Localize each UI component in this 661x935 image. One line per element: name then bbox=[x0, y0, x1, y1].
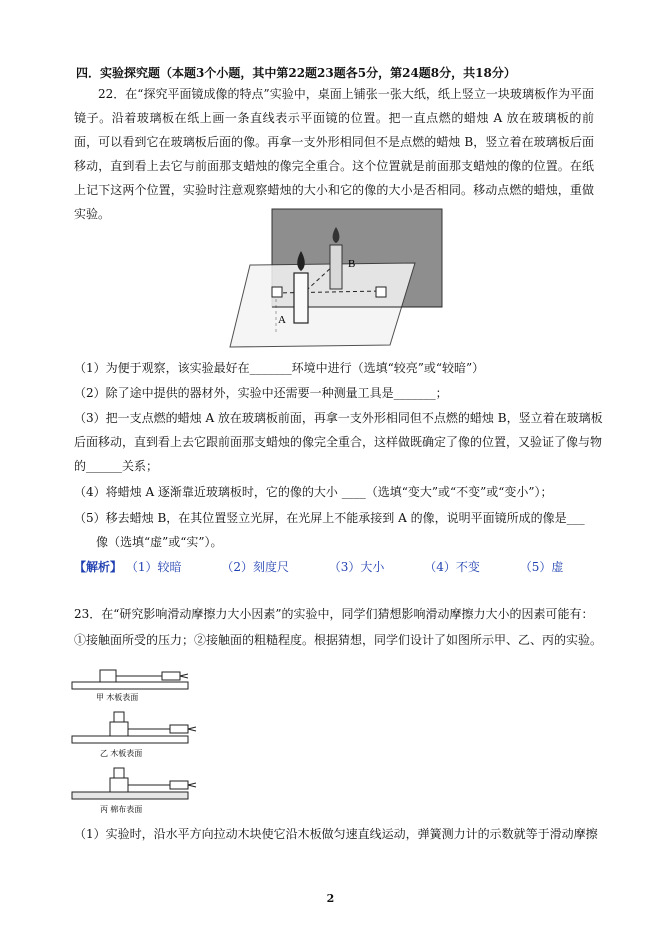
fig-label-bing: 丙 棉布表面 bbox=[100, 805, 143, 814]
q22-sub3-line2: 后面移动，直到看上去它跟前面那支蜡烛的像完全重合，这样做既确定了像的位置，又验证了像与物 bbox=[74, 435, 603, 449]
fig-label-jia: 甲 木板表面 bbox=[96, 693, 139, 702]
answer-5: （5）虚 bbox=[519, 560, 564, 574]
q22-sub1: （1）为便于观察，该实验最好在_______环境中进行（选填“较亮”或“较暗”） bbox=[74, 361, 485, 375]
answer-3: （3）大小 bbox=[328, 560, 385, 574]
section-title: 四．实验探究题（本题3个小题，其中第22题23题各5分，第24题8分，共18分） bbox=[76, 66, 516, 80]
answer-2: （2）刻度尺 bbox=[221, 560, 289, 574]
analysis-tag: 【解析】 bbox=[74, 560, 123, 574]
q23-intro-line1: 23．在“研究影响滑动摩擦力大小因素”的实验中，同学们猜想影响滑动摩擦力大小的因素可能有： bbox=[74, 607, 594, 621]
answer-1: （1）较暗 bbox=[125, 560, 182, 574]
q22-sub2: （2）除了途中提供的器材外，实验中还需要一种测量工具是_______； bbox=[74, 386, 448, 400]
page-number: 2 bbox=[326, 892, 335, 905]
q22-sub5-line2: 像（选填“虚”或“实”）。 bbox=[96, 535, 223, 549]
q22-sub3-line1: （3）把一支点燃的蜡烛 A 放在玻璃板前面，再拿一支外形相同但不点燃的蜡烛 B，竖立着在玻璃板 bbox=[74, 411, 603, 425]
q22-sub4: （4）将蜡烛 A 逐渐靠近玻璃板时，它的像的大小 ____（选填“变大”或“不变”或“变小”）； bbox=[74, 485, 553, 499]
q23-sub1: （1）实验时，沿水平方向拉动木块使它沿木板做匀速直线运动，弹簧测力计的示数就等于滑动摩擦 bbox=[74, 827, 598, 841]
q22-sub5-line1: （5）移去蜡烛 B，在其位置竖立光屏，在光屏上不能承接到 A 的像，说明平面镜所成的像是___ bbox=[74, 511, 585, 525]
label-b: B bbox=[348, 258, 356, 270]
answer-4: （4）不变 bbox=[424, 560, 480, 574]
mirror-experiment-figure bbox=[210, 205, 450, 355]
q22-analysis bbox=[74, 558, 599, 575]
fig-label-yi: 乙 木板表面 bbox=[100, 749, 143, 758]
q22-sub3-line3: 的______关系； bbox=[74, 459, 159, 473]
q22-intro: 22．在“探究平面镜成像的特点”实验中，桌面上铺张一张大纸，纸上竖立一块玻璃板作为平面镜子。沿着玻璃板在纸上画一条直线表示平面镜的位置。把一直点燃的蜡烛 A 放在玻璃板的前面，可以看到它在玻璃板后面的像。再拿一支外形相同但不是点燃的蜡烛 B，竖立着在玻璃板后面移动，直到看上去它与前面那支蜡烛的像完全重合。这个位置就是前面那支蜡烛的像的位置。在纸上记下这两个位置，实验时注意观察蜡烛的大小和它的像的大小是否相同。移动点燃的蜡烛，重做实验。 bbox=[74, 87, 594, 221]
friction-experiment-figure bbox=[70, 652, 270, 818]
q23-intro-line2: ①接触面所受的压力；②接触面的粗糙程度。根据猜想，同学们设计了如图所示甲、乙、丙的实验。 bbox=[74, 633, 603, 647]
label-a: A bbox=[278, 314, 286, 326]
